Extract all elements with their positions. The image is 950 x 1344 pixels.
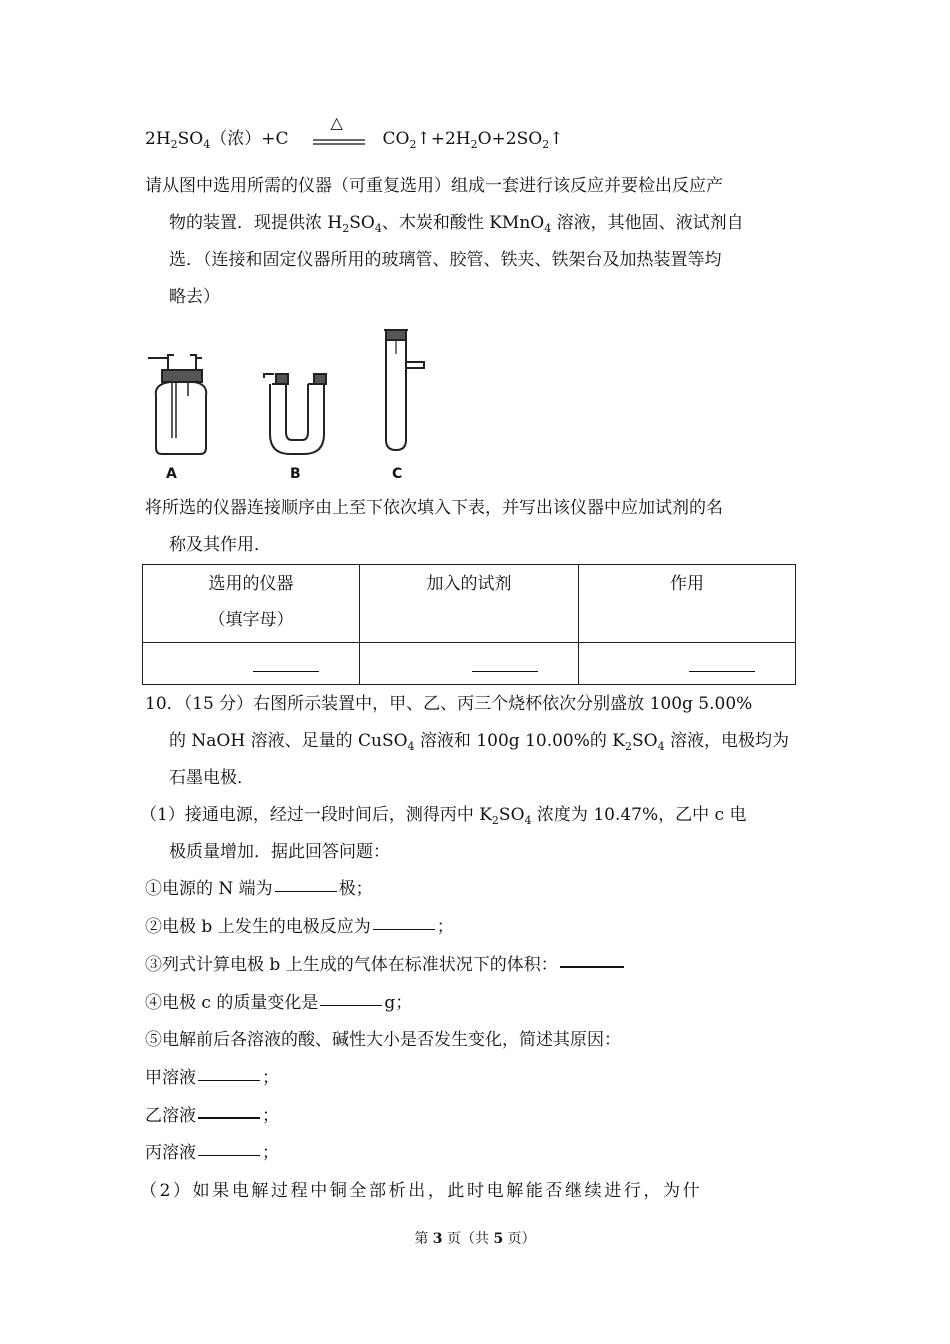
answer-blank[interactable] — [373, 928, 435, 930]
text: 丙溶液 — [145, 1143, 196, 1163]
text: 乙溶液 — [145, 1106, 196, 1126]
header-text: （填字母） — [208, 610, 294, 630]
instruction-line: 称及其作用． — [169, 535, 271, 555]
eq-sub: 4 — [203, 138, 211, 151]
text: 、木炭和酸性 KMnO — [381, 213, 545, 233]
eq-sub: 2 — [409, 138, 417, 151]
text: 溶液，电极均为 — [664, 731, 789, 751]
eq-sub: 2 — [542, 138, 550, 151]
text: 浓度为 10.47%，乙中 c 电 — [531, 805, 747, 825]
eq-text: ↑ — [549, 129, 564, 149]
text: ； — [262, 1106, 279, 1126]
text: 极； — [338, 879, 373, 899]
intro-line: 请从图中选用所需的仪器（可重复选用）组成一套进行该反应并要检出反应产 — [145, 176, 723, 196]
answer-blank[interactable] — [198, 1079, 260, 1081]
text: SO — [349, 213, 375, 233]
text: ①电源的 N 端为 — [145, 879, 273, 899]
answer-table — [142, 564, 796, 685]
table-header-cell — [579, 565, 796, 643]
text: 甲溶液 — [145, 1068, 196, 1088]
eq-text: O+2SO — [477, 129, 543, 149]
test-tube-icon — [384, 330, 424, 450]
answer-blank — [253, 670, 319, 672]
eq-text: ↑+2H — [416, 129, 471, 149]
text: ； — [262, 1068, 279, 1088]
heat-triangle: △ — [330, 113, 343, 132]
sub: 4 — [657, 740, 665, 753]
intro-line: 略去） — [169, 287, 220, 307]
text: 物的装置．现提供浓 H — [169, 213, 343, 233]
sub: 4 — [544, 222, 552, 235]
heat-condition-arrow — [309, 113, 369, 146]
instruction-line: 将所选的仪器连接顺序由上至下依次填入下表，并写出该仪器中应加试剂的名 — [145, 498, 723, 518]
subitem-3 — [145, 952, 626, 978]
answer-blank[interactable] — [560, 965, 624, 968]
sub: 2 — [491, 814, 499, 827]
text: ④电极 c 的质量变化是 — [145, 993, 319, 1013]
eq-sub: 2 — [470, 138, 478, 151]
eq-sub: 2 — [170, 138, 178, 151]
answer-blank[interactable] — [198, 1116, 260, 1119]
subitem-4 — [145, 990, 412, 1016]
solution-jia — [145, 1065, 279, 1091]
intro-line: 选．（连接和固定仪器所用的玻璃管、胶管、铁夹、铁架台及加热装置等均 — [169, 250, 722, 270]
solution-bing — [145, 1140, 279, 1166]
text: ； — [436, 917, 454, 937]
u-tube-icon — [264, 374, 326, 454]
table-header-row — [143, 565, 796, 643]
page-number: 3 — [432, 1231, 443, 1247]
answer-cell-instrument[interactable] — [143, 643, 360, 685]
eq-text: （浓）+C — [210, 129, 289, 149]
part2-line: （2）如果电解过程中铜全部析出，此时电解能否继续进行，为什 — [140, 1181, 703, 1201]
q10-line: 10．（15 分）右图所示装置中，甲、乙、丙三个烧杯依次分别盛放 100g 5.00% — [145, 694, 753, 714]
text: g； — [384, 993, 413, 1013]
q10-line: 石墨电极． — [169, 768, 254, 788]
table-header-cell — [143, 565, 360, 643]
eq-text: SO — [177, 129, 204, 149]
apparatus-drawing — [140, 322, 440, 487]
apparatus-figure — [140, 322, 440, 487]
header-text: 加入的试剂 — [426, 574, 512, 594]
footer-text: 页） — [503, 1231, 536, 1247]
sub: 2 — [342, 222, 350, 235]
solution-yi — [145, 1103, 279, 1129]
sub: 4 — [374, 222, 382, 235]
figure-label-b: B — [290, 466, 301, 482]
sub: 4 — [407, 740, 415, 753]
answer-blank[interactable] — [320, 1004, 382, 1006]
subitem-5: ⑤电解前后各溶液的酸、碱性大小是否发生变化，简述其原因： — [145, 1030, 621, 1050]
text: 的 NaOH 溶液、足量的 CuSO — [169, 731, 408, 751]
text: SO — [632, 731, 658, 751]
part1-line: 极质量增加．据此回答问题： — [169, 842, 390, 862]
answer-blank — [689, 670, 755, 672]
answer-cell-purpose[interactable] — [579, 643, 796, 685]
sub: 2 — [625, 740, 632, 753]
answer-blank — [472, 670, 538, 672]
eq-text: CO — [382, 129, 410, 149]
text: ； — [262, 1143, 279, 1163]
table-row — [143, 643, 796, 685]
answer-cell-reagent[interactable] — [360, 643, 579, 685]
text: ③列式计算电极 b 上生成的气体在标准状况下的体积： — [145, 955, 558, 975]
page-total: 5 — [493, 1231, 504, 1247]
text: SO — [498, 805, 525, 825]
figure-label-a: A — [166, 466, 177, 482]
text: （1）接通电源，经过一段时间后，测得丙中 K — [140, 805, 492, 825]
text: 溶液，其他固、液试剂自 — [551, 213, 744, 233]
answer-blank[interactable] — [275, 890, 337, 892]
intro-line — [169, 210, 744, 236]
text: ②电极 b 上发生的电极反应为 — [145, 917, 371, 937]
table-header-cell — [360, 565, 579, 643]
gas-bottle-icon — [148, 355, 206, 454]
subitem-2 — [145, 914, 454, 940]
q10-line — [169, 728, 789, 754]
text: 溶液和 100g 10.00%的 K — [414, 731, 625, 751]
footer-text: 第 — [414, 1231, 433, 1247]
part1-line — [140, 802, 746, 828]
header-text: 选用的仪器 — [208, 574, 294, 594]
footer-text: 页（共 — [442, 1231, 494, 1247]
sub: 4 — [524, 814, 532, 827]
header-text: 作用 — [670, 574, 704, 594]
page-footer — [0, 1228, 950, 1248]
figure-label-c: C — [392, 466, 403, 482]
subitem-1 — [145, 876, 373, 902]
eq-text: 2H — [145, 129, 171, 149]
reaction-equation — [145, 113, 564, 152]
answer-blank[interactable] — [198, 1154, 260, 1156]
